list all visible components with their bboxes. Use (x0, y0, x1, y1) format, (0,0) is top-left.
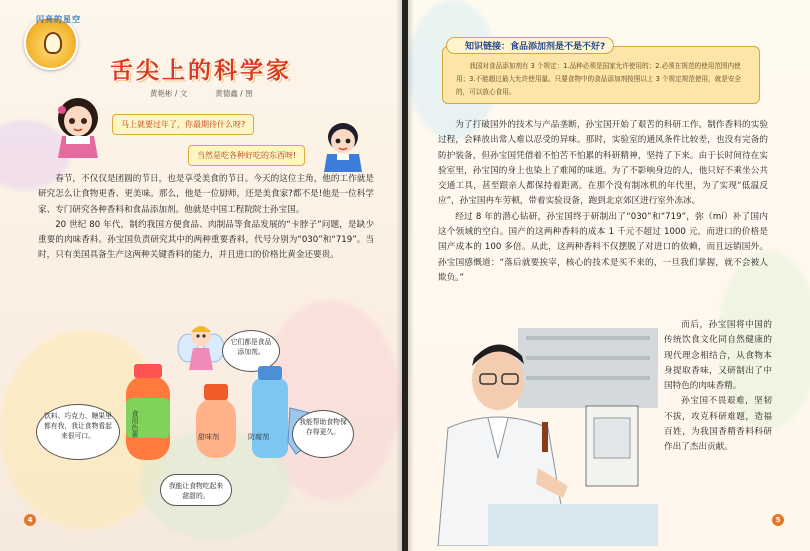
bottle-label-sweetener: 甜味剂 (198, 433, 219, 441)
scientist-illustration (418, 318, 658, 546)
bottle-label-preservative: 防腐剂 (248, 433, 269, 441)
lightbulb-icon (44, 32, 62, 54)
byline (150, 88, 253, 99)
colorant-speech-bubble: 饮料、巧克力、糖果里都有我，我让食物看起来很可口。 (36, 404, 120, 460)
fairy-speech-bubble: 它们都是食品添加剂。 (222, 330, 280, 372)
preservative-speech-bubble: 我能帮助食物保存得更久。 (292, 410, 354, 458)
bottle-label-colorant: 食用色素 (131, 410, 139, 438)
right-column-text (664, 318, 772, 456)
paragraph: 春节，不仅仅是团圆的节日，也是享受美食的节日。今天的这位主角，他的工作就是研究怎么让食物更香、更美味。那么，他是一位厨师，还是美食家?都不是!他是一位科学家、专门研究各种香料和食品添加剂。他就是中国工程院院士孙宝国。 (38, 174, 374, 215)
paragraph: 经过 8 年的潜心钻研，孙宝国终于研制出了“030”和“719”，弥（mí）补了国内这个领域的空白。国产的这两种香料的成本 1 千元不超过 1000 元，而进口的价格是国产成本的 100 多倍。从此，这两种香料不仅摆脱了对进口的依赖，而且远销国外。孙宝国感慨道：“落后就要挨宰，核心的技术是买不来的，一旦我们掌握，就不会被人欺负。” (438, 211, 768, 283)
illustrator-credit: 黄德鑫 / 图 (215, 89, 253, 98)
left-article-text (38, 172, 374, 264)
knowledge-box-title: 知识链接：食品添加剂是不是不好? (446, 37, 614, 54)
boy-speech-bubble: 当然是吃各种好吃的东西呀! (188, 145, 305, 166)
boy-character-illustration (318, 120, 368, 172)
badge-text: 闪亮的星空 (36, 15, 81, 24)
girl-speech-bubble: 马上就要过年了，你最期待什么呀? (112, 114, 254, 135)
right-article-text (438, 118, 768, 286)
girl-character-illustration (48, 96, 108, 158)
page-title: 舌尖上的科学家 (110, 57, 292, 84)
paragraph: 而后，孙宝国将中国的传统饮食文化同自然健康的现代理念相结合，从食物本身提取香味，又研制出了中国特色的肉味香精。 (664, 320, 772, 392)
author-credit: 黄艳彬 / 文 (150, 89, 188, 98)
page-number-left: 4 (24, 514, 36, 526)
page-number-right: 5 (772, 514, 784, 526)
paragraph: 孙宝国不畏艰难，坚韧不拔，攻克科研难题，造福百姓，为我国香精香料科研作出了杰出贡献。 (664, 396, 772, 453)
page-gutter (396, 0, 414, 551)
food-additive-bottles-illustration (118, 358, 318, 468)
sweetener-speech-bubble: 我能让食物吃起来甜甜的。 (160, 474, 232, 506)
knowledge-box-body: 我国对食品添加剂有 3 个规定：1.品种必须是国家允许使用的；2.必须在规范的使用范围内使用；3.不能超过最大允许使用量。只要食物中的食品添加剂按照以上 3 个规定规范使用，就是安全的，可以放心食用。 (456, 62, 742, 96)
paragraph: 20 世纪 80 年代，制约我国方便食品、肉制品等食品发展的“卡脖子”问题，是缺少重要的肉味香料。孙宝国负责研究其中的两种重要香料，代号分别为“030”和“719”。当时，只有美国具备生产这两种关键香料的能力，并且进口的价格比黄金还要贵。 (38, 219, 374, 261)
paragraph: 为了打破国外的技术与产品垄断，孙宝国开始了艰苦的科研工作。制作香料的实验过程，会释放出常人难以忍受的异味。那时，实验室的通风条件比较差，也没有完备的防护装备，但孙宝国凭借着不怕苦不怕累的科研精神，坚持了下来。由于长时间待在实验室里，孙宝国的身上也染上了难闻的味道。为了不影响身边的人，他只好不乘坐公共交通工具，甚至跟亲人都保持着距离。在那个没有制冰机的年代里，为了实现“低温反应”，孙宝国冉车劳顿，带着实验设备，跑到北京郊区进行室外冻冰。 (438, 120, 768, 207)
